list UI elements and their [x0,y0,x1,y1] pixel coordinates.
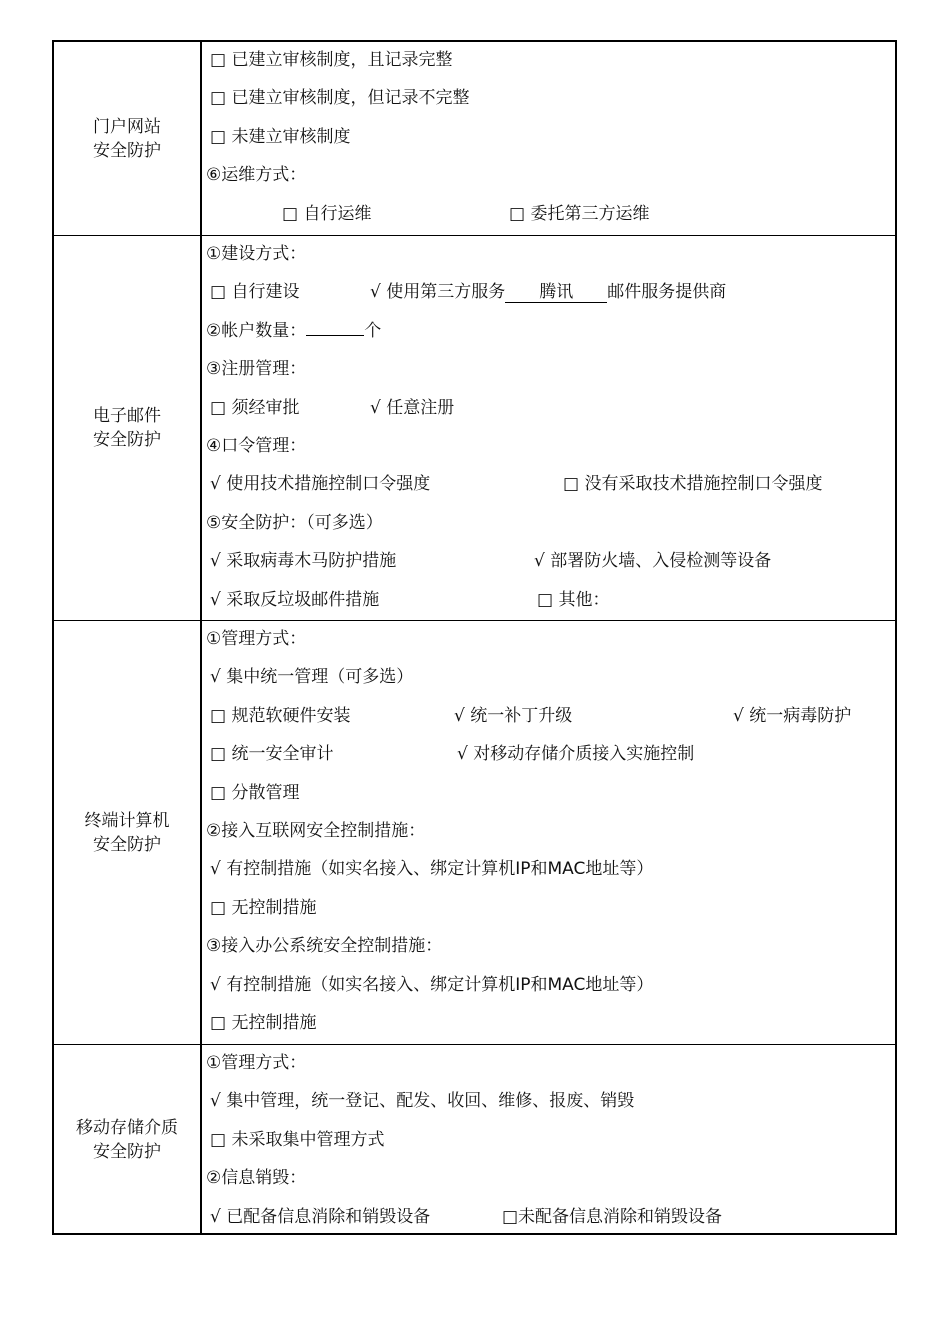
checkbox-option-checked[interactable]: √ 统一补丁升级 [454,705,573,726]
checkbox-option[interactable]: □ 规范软硬件安装 [210,705,351,726]
label-line: 门户网站 [93,116,161,137]
form-line [202,42,895,80]
checkbox-option[interactable]: □ 分散管理 [210,782,300,803]
form-line [202,967,895,1005]
checkbox-option-checked[interactable]: √ 对移动存储介质接入实施控制 [457,744,695,765]
section-label [54,42,202,235]
section-email [54,235,895,620]
form-line [202,1160,895,1198]
section-portal-website [54,42,895,235]
question-heading: ①管理方式： [206,1053,307,1073]
option-text: 邮件服务提供商 [607,282,727,303]
question-heading: ③接入办公系统安全控制措施： [206,936,443,957]
checkbox-option-checked[interactable]: √ 任意注册 [370,397,455,418]
fill-in-blank[interactable] [306,335,364,336]
checkbox-option[interactable]: □ 已建立审核制度，且记录完整 [210,50,453,70]
label-line: 安全防护 [93,430,161,450]
option-text: √ 使用第三方服务 [370,282,506,303]
checkbox-option[interactable]: □ 已建立审核制度，但记录不完整 [210,88,470,109]
form-line [202,543,895,581]
checkbox-option[interactable]: □ 须经审批 [210,397,300,418]
section-label [54,236,202,620]
form-line [202,736,895,774]
section-label [54,621,202,1044]
checkbox-option-checked[interactable]: √ 集中统一管理（可多选） [210,667,414,688]
checkbox-option-checked[interactable]: √ 有控制措施（如实名接入、绑定计算机IP和MAC地址等） [210,859,654,880]
form-line [202,1083,895,1121]
form-line [202,157,895,195]
form-line [202,775,895,813]
form-line [202,196,895,234]
form-line [202,1045,895,1083]
form-line [202,582,895,620]
question-heading: ②接入互联网安全控制措施： [206,820,426,841]
form-line [202,119,895,157]
label-line: 移动存储介质 [76,1118,178,1138]
label-line: 终端计算机 [84,810,170,831]
form-line [202,928,895,966]
checkbox-option-checked[interactable]: √ 有控制措施（如实名接入、绑定计算机IP和MAC地址等） [210,974,654,995]
fill-in-blank[interactable]: 腾讯 [505,282,607,303]
checkbox-option[interactable]: □ 其他： [537,589,610,610]
checkbox-option[interactable]: □ 自行建设 [210,282,300,303]
checkbox-option-checked[interactable]: √ 采取病毒木马防护措施 [210,551,397,572]
form-line [202,313,895,351]
checkbox-option[interactable]: □ 无控制措施 [210,897,317,918]
question-heading: ④口令管理： [206,435,307,456]
question-heading: ③注册管理： [206,359,307,380]
checkbox-option-checked[interactable] [370,281,726,303]
checkbox-option[interactable]: □ 未采取集中管理方式 [210,1129,385,1150]
section-content [202,236,895,620]
checkbox-option[interactable]: □ 未建立审核制度 [210,126,351,147]
form-line [202,1005,895,1043]
checkbox-option-checked[interactable]: √ 统一病毒防护 [733,705,852,726]
heading-text: ②帐户数量： [206,320,307,341]
checkbox-option-checked[interactable]: √ 采取反垃圾邮件措施 [210,589,380,610]
form-line [202,1122,895,1160]
unit-text: 个 [364,320,382,341]
checkbox-option[interactable]: □ 委托第三方运维 [509,203,650,224]
question-heading: ⑥运维方式： [206,165,307,186]
form-line [202,236,895,274]
form-line [202,659,895,697]
form-line [202,80,895,118]
form-line [202,1199,895,1237]
form-line [202,813,895,851]
checkbox-option[interactable]: □ 没有采取技术措施控制口令强度 [563,474,823,495]
checkbox-option-checked[interactable]: √ 集中管理，统一登记、配发、收回、维修、报废、销毁 [210,1091,635,1112]
form-line [202,274,895,312]
section-terminal-computer [54,620,895,1044]
label-line: 安全防护 [93,1142,161,1162]
section-removable-storage [54,1044,895,1235]
form-line [202,505,895,543]
checkbox-option[interactable]: □未配备信息消除和销毁设备 [502,1206,723,1227]
question-heading [206,320,381,342]
question-heading: ①管理方式： [206,629,307,649]
checkbox-option-checked[interactable]: √ 使用技术措施控制口令强度 [210,474,431,495]
section-label [54,1045,202,1235]
form-line [202,890,895,928]
checkbox-option[interactable]: □ 自行运维 [282,203,372,224]
form-line [202,351,895,389]
checkbox-option-checked[interactable]: √ 部署防火墙、入侵检测等设备 [534,551,772,572]
label-line: 安全防护 [93,140,161,161]
form-line [202,428,895,466]
form-line [202,851,895,889]
section-content [202,1045,895,1235]
form-line [202,390,895,428]
form-line [202,698,895,736]
section-content [202,42,895,235]
checkbox-option[interactable]: □ 无控制措施 [210,1012,317,1033]
form-line [202,621,895,659]
checkbox-option[interactable]: □ 统一安全审计 [210,744,334,765]
question-heading: ②信息销毁： [206,1168,307,1189]
label-line: 安全防护 [93,834,161,855]
question-heading: ①建设方式： [206,244,307,264]
checkbox-option-checked[interactable]: √ 已配备信息消除和销毁设备 [210,1206,431,1227]
assessment-form-table [52,40,897,1235]
label-line: 电子邮件 [93,406,161,426]
section-content [202,621,895,1044]
question-heading: ⑤安全防护：（可多选） [206,512,383,533]
form-line [202,466,895,504]
